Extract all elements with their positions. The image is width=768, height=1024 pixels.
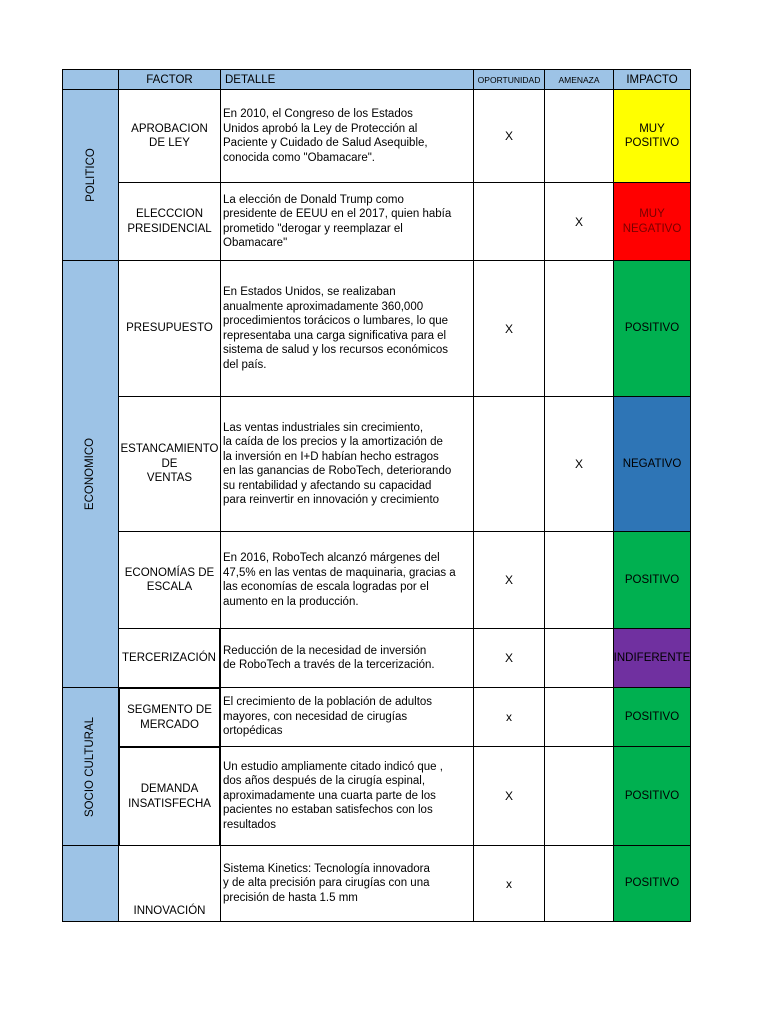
- oportunidad-mark: X: [473, 628, 545, 688]
- impact-badge: MUY POSITIVO: [613, 89, 691, 183]
- oportunidad-mark: X: [473, 89, 545, 183]
- impact-badge: POSITIVO: [613, 746, 691, 846]
- amenaza-mark: [544, 531, 614, 629]
- factor-cell: APROBACION DE LEY: [118, 89, 221, 183]
- impact-badge: MUY NEGATIVO: [613, 182, 691, 261]
- category-economico: [62, 260, 119, 688]
- amenaza-mark: X: [544, 182, 614, 261]
- amenaza-mark: [544, 687, 614, 747]
- factor-cell: SEGMENTO DE MERCADO: [118, 687, 221, 747]
- detail-cell: Reducción de la necesidad de inversión de RoboTech a través de la tercerización.: [220, 628, 474, 688]
- header-impacto: IMPACTO: [613, 69, 691, 90]
- impact-badge: NEGATIVO: [613, 396, 691, 532]
- header-amenaza: AMENAZA: [544, 69, 614, 90]
- category-politico-label: POLITICO: [84, 148, 97, 202]
- category-economico-label: ECONOMICO: [84, 437, 97, 511]
- amenaza-mark: [544, 260, 614, 397]
- impact-badge: POSITIVO: [613, 687, 691, 747]
- amenaza-mark: [544, 845, 614, 922]
- oportunidad-mark: X: [473, 746, 545, 846]
- oportunidad-mark: [473, 396, 545, 532]
- factor-cell: INNOVACIÓN: [118, 845, 221, 922]
- detail-cell: Un estudio ampliamente citado indicó que , dos años después de la cirugía espinal, aproximadamente una cuarta parte de los pacientes no estaban satisfechos con los resultados: [220, 746, 474, 846]
- factor-cell: ESTANCAMIENTO DE VENTAS: [118, 396, 221, 532]
- factor-cell: DEMANDA INSATISFECHA: [118, 746, 221, 846]
- detail-cell: En Estados Unidos, se realizaban anualmente aproximadamente 360,000 procedimientos torácicos o lumbares, lo que representaba una carga significativa para el sistema de salud y los recursos económicos del país.: [220, 260, 474, 397]
- oportunidad-mark: x: [473, 845, 545, 922]
- factor-cell: PRESUPUESTO: [118, 260, 221, 397]
- amenaza-mark: [544, 628, 614, 688]
- category-continued: [62, 845, 119, 922]
- amenaza-mark: X: [544, 396, 614, 532]
- factor-cell: TERCERIZACIÓN: [118, 628, 221, 688]
- factor-cell: ELECCCION PRESIDENCIAL: [118, 182, 221, 261]
- oportunidad-mark: X: [473, 531, 545, 629]
- impact-badge: POSITIVO: [613, 845, 691, 922]
- category-socio-cultural-label: SOCIO CULTURAL: [84, 716, 97, 817]
- category-socio-cultural: [62, 687, 119, 846]
- detail-cell: Sistema Kinetics: Tecnología innovadora y de alta precisión para cirugías con una precisión de hasta 1.5 mm: [220, 845, 474, 922]
- header-category-blank: [62, 69, 119, 90]
- detail-cell: En 2016, RoboTech alcanzó márgenes del 47,5% en las ventas de maquinaria, gracias a las economías de escala logradas por el aumento en la producción.: [220, 531, 474, 629]
- impact-badge: POSITIVO: [613, 260, 691, 397]
- detail-cell: En 2010, el Congreso de los Estados Unidos aprobó la Ley de Protección al Paciente y Cuidado de Salud Asequible, conocida como "Obamacare".: [220, 89, 474, 183]
- oportunidad-mark: [473, 182, 545, 261]
- header-factor: FACTOR: [118, 69, 221, 90]
- header-detalle: DETALLE: [220, 69, 474, 90]
- oportunidad-mark: X: [473, 260, 545, 397]
- oportunidad-mark: x: [473, 687, 545, 747]
- factor-cell: ECONOMÍAS DE ESCALA: [118, 531, 221, 629]
- amenaza-mark: [544, 746, 614, 846]
- category-politico: [62, 89, 119, 261]
- detail-cell: La elección de Donald Trump como presidente de EEUU en el 2017, quien había prometido "derogar y reemplazar el Obamacare": [220, 182, 474, 261]
- impact-badge: POSITIVO: [613, 531, 691, 629]
- header-oportunidad: OPORTUNIDAD: [473, 69, 545, 90]
- impact-badge: INDIFERENTE: [613, 628, 691, 688]
- detail-cell: El crecimiento de la población de adultos mayores, con necesidad de cirugías ortopédicas: [220, 687, 474, 747]
- detail-cell: Las ventas industriales sin crecimiento, la caída de los precios y la amortización de la inversión en I+D habían hecho estragos en las ganancias de RoboTech, deteriorando su rentabilidad y afectando su capacidad para reinvertir en innovación y crecimiento: [220, 396, 474, 532]
- amenaza-mark: [544, 89, 614, 183]
